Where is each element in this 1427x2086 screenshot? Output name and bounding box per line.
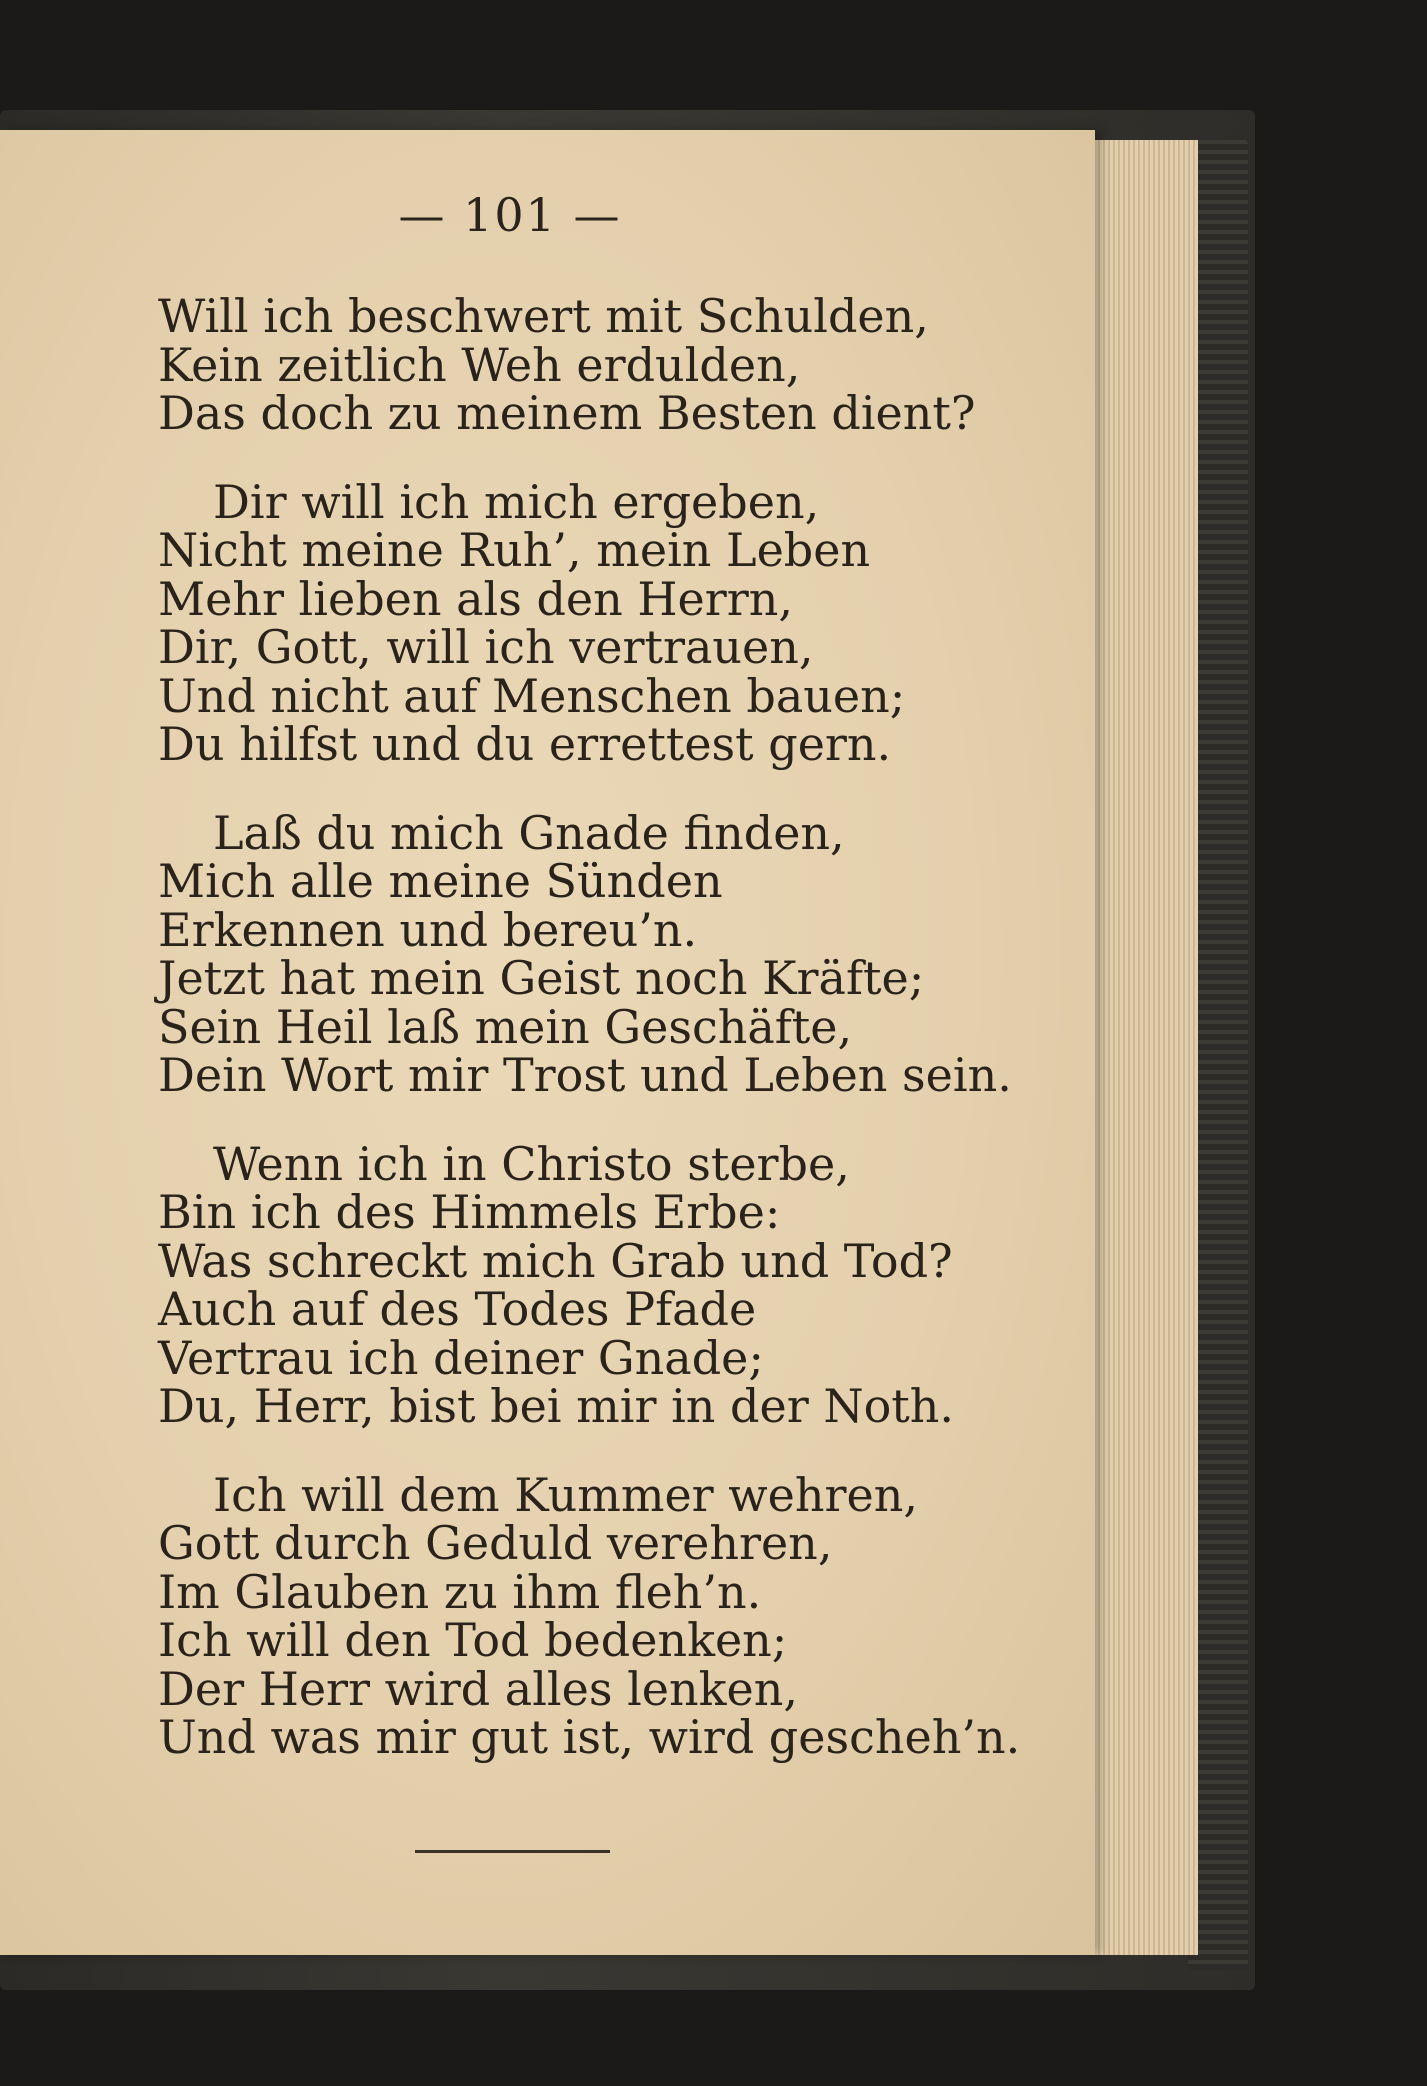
- poem-line: Wenn ich in Christo sterbe,: [213, 1136, 850, 1191]
- poem-line: Dir, Gott, will ich vertrauen,: [158, 620, 814, 674]
- poem-line: Was schreckt mich Grab und Tod?: [158, 1233, 953, 1288]
- poem-line: Bin ich des Himmels Erbe:: [158, 1185, 781, 1239]
- poem-line: Vertrau ich deiner Gnade;: [158, 1330, 764, 1385]
- poem-line: Kein zeitlich Weh erdulden,: [158, 337, 801, 392]
- poem-line: Mich alle meine Sünden: [158, 854, 723, 908]
- stanza-3: [158, 805, 1058, 1102]
- poem-line: Du hilfst und du errettest gern.: [158, 717, 892, 771]
- poem-line: Mehr lieben als den Herrn,: [158, 571, 793, 626]
- poem-text: [158, 289, 1058, 1802]
- poem-line: Und was mir gut ist, wird gescheh’n.: [158, 1710, 1021, 1764]
- poem-line: Nicht meine Ruh’, mein Leben: [158, 523, 871, 577]
- poem-line: Laß du mich Gnade finden,: [213, 805, 845, 860]
- poem-line: Auch auf des Todes Pfade: [158, 1282, 757, 1336]
- stanza-2: [158, 474, 1058, 771]
- poem-line: Jetzt hat mein Geist noch Kräfte;: [158, 951, 925, 1005]
- poem-line: Sein Heil laß mein Geschäfte,: [158, 999, 853, 1054]
- stanza-4: [158, 1136, 1058, 1433]
- page-number: — 101 —: [398, 188, 622, 242]
- poem-line: Erkennen und bereu’n.: [158, 902, 698, 957]
- page-stack-edge: [1080, 140, 1198, 1955]
- poem-line: Der Herr wird alles lenken,: [158, 1661, 799, 1716]
- poem-line: Dein Wort mir Trost und Leben sein.: [158, 1048, 1012, 1102]
- poem-line: Ich will dem Kummer wehren,: [213, 1467, 918, 1522]
- poem-line: Das doch zu meinem Besten dient?: [158, 386, 976, 440]
- poem-line: Will ich beschwert mit Schulden,: [158, 289, 929, 343]
- end-rule: [415, 1850, 610, 1853]
- poem-line: Du, Herr, bist bei mir in der Noth.: [158, 1379, 954, 1433]
- stanza-1: [158, 289, 1058, 440]
- poem-line: Gott durch Geduld verehren,: [158, 1516, 833, 1570]
- stanza-5: [158, 1467, 1058, 1764]
- poem-line: Im Glauben zu ihm fleh’n.: [158, 1564, 762, 1619]
- poem-line: Dir will ich mich ergeben,: [213, 474, 820, 529]
- poem-line: Und nicht auf Menschen bauen;: [158, 668, 906, 723]
- poem-line: Ich will den Tod bedenken;: [158, 1613, 788, 1667]
